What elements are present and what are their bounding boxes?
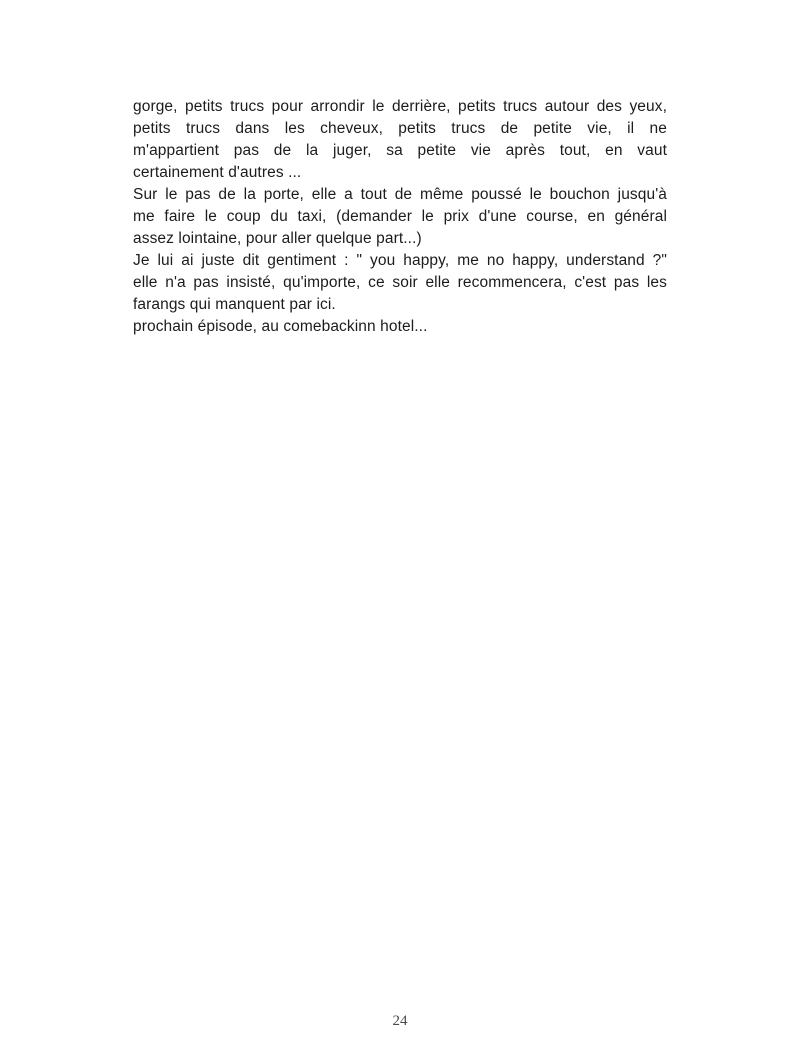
text-line: Je lui ai juste dit gentiment : " you happy, me no happy, understand ?" — [133, 252, 667, 269]
text-line: prochain épisode, au comebackinn hotel... — [133, 318, 428, 335]
text-line: m'appartient pas de la juger, sa petite vie après tout, en vaut — [133, 142, 667, 159]
page-footer — [133, 1012, 667, 1030]
text-line: farangs qui manquent par ici. — [133, 296, 336, 313]
text-line: assez lointaine, pour aller quelque part...) — [133, 230, 422, 247]
text-block — [133, 96, 667, 338]
text-line: certainement d'autres ... — [133, 164, 302, 181]
text-line: petits trucs dans les cheveux, petits trucs de petite vie, il ne — [133, 120, 667, 137]
text-line: Sur le pas de la porte, elle a tout de même poussé le bouchon jusqu'à — [133, 186, 667, 203]
text-line: me faire le coup du taxi, (demander le prix d'une course, en général — [133, 208, 667, 225]
text-line: elle n'a pas insisté, qu'importe, ce soir elle recommencera, c'est pas les — [133, 274, 667, 291]
text-line: gorge, petits trucs pour arrondir le derrière, petits trucs autour des yeux, — [133, 98, 667, 115]
page-number: 24 — [392, 1013, 408, 1029]
